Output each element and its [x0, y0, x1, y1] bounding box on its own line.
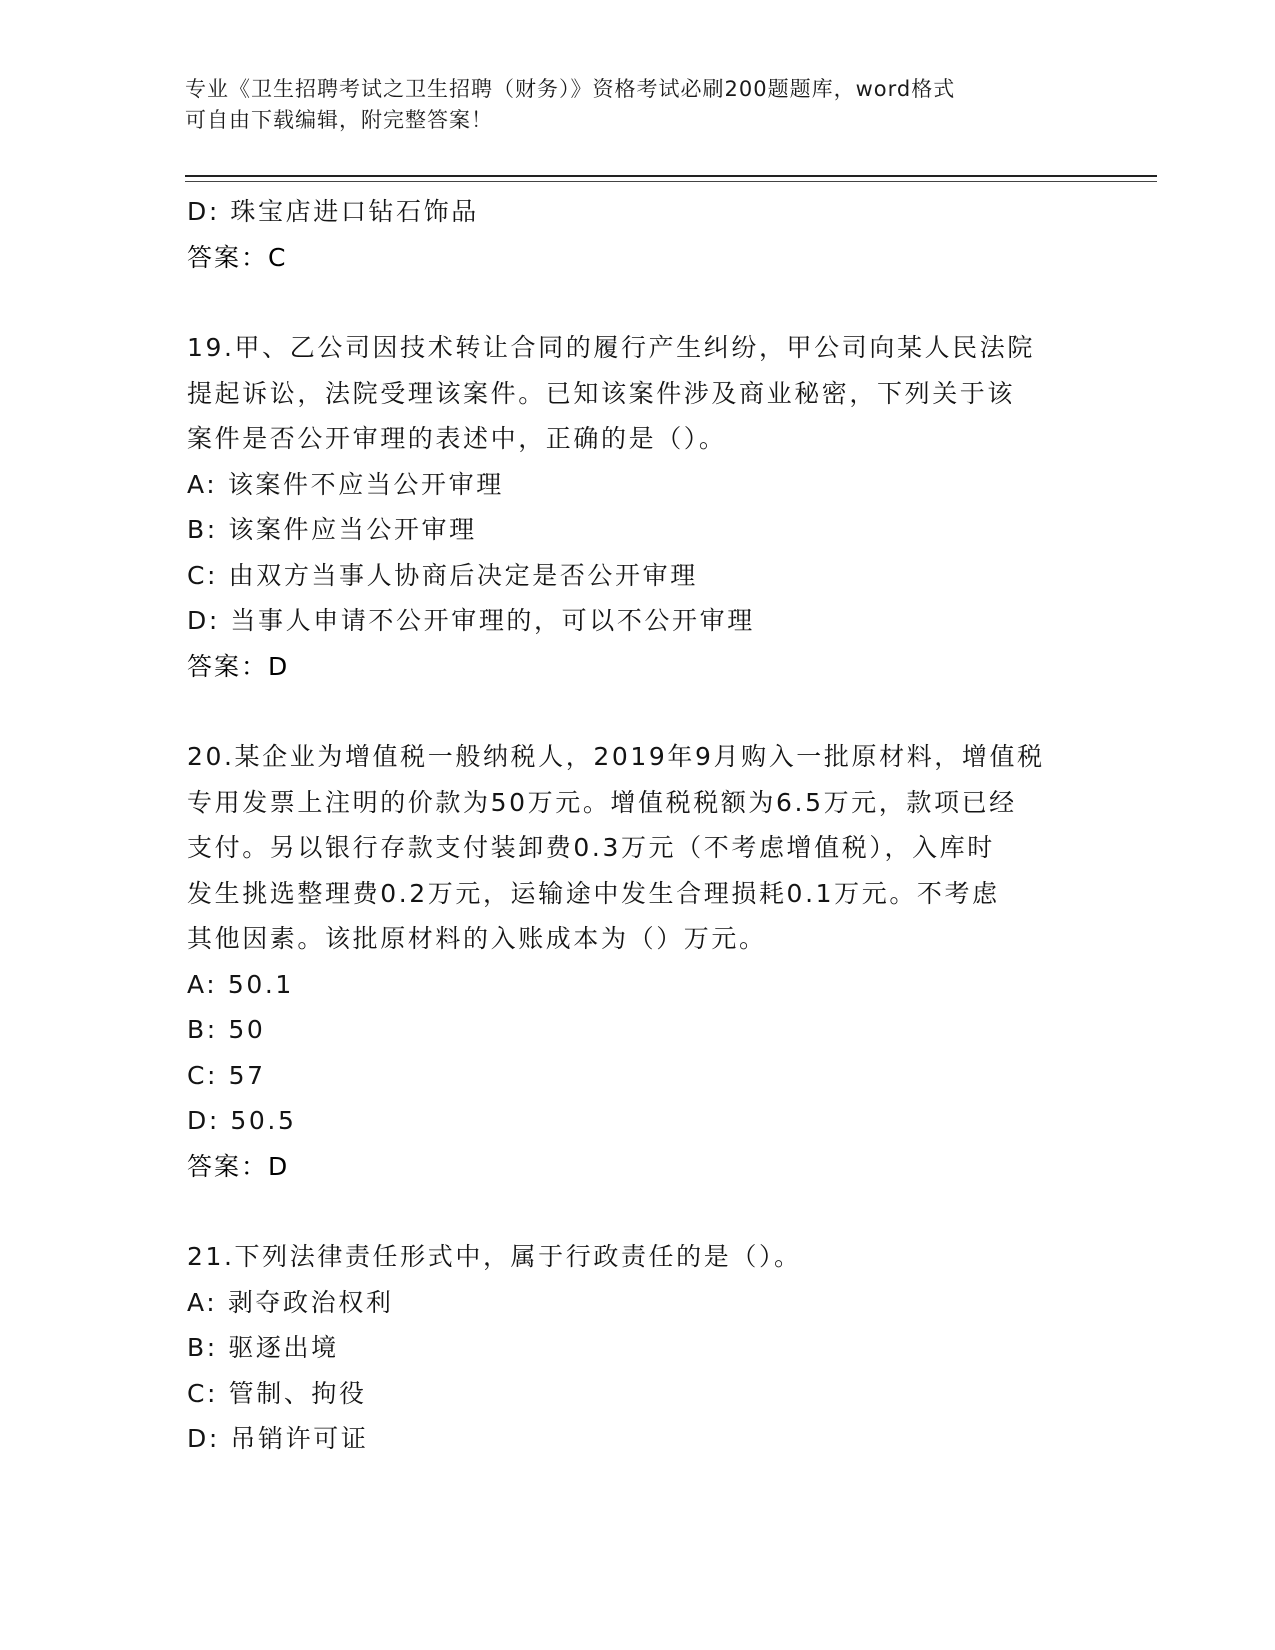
question-21	[187, 1234, 1087, 1462]
spacer	[187, 689, 1087, 734]
question-stem-line: 专用发票上注明的价款为50万元。增值税税额为6.5万元，款项已经	[187, 787, 1017, 817]
previous-question-tail	[187, 189, 1087, 280]
option-c: C: 由双方当事人协商后决定是否公开审理	[187, 560, 698, 590]
option-b: B: 该案件应当公开审理	[187, 515, 477, 544]
answer-line: 答案：D	[187, 1151, 290, 1181]
spacer	[187, 280, 1087, 325]
question-stem-line: 案件是否公开审理的表述中，正确的是（）。	[187, 424, 727, 453]
option-c: C: 57	[187, 1060, 266, 1090]
document-header	[185, 74, 1065, 136]
answer-line: 答案：D	[187, 651, 290, 681]
question-19	[187, 325, 1087, 689]
option-a: A: 该案件不应当公开审理	[187, 469, 504, 499]
option-b: B: 驱逐出境	[187, 1333, 339, 1362]
option-d: D: 珠宝店进口钻石饰品	[187, 197, 479, 226]
option-d: D: 当事人申请不公开审理的，可以不公开审理	[187, 606, 755, 635]
header-divider-thick	[185, 175, 1157, 177]
header-title-line-2: 可自由下载编辑，附完整答案！	[185, 108, 493, 132]
question-content	[187, 189, 1087, 1462]
option-d: D: 吊销许可证	[187, 1424, 369, 1453]
option-a: A: 剥夺政治权利	[187, 1287, 394, 1317]
question-stem-line: 其他因素。该批原材料的入账成本为（）万元。	[187, 924, 767, 953]
answer-line: 答案：C	[187, 242, 288, 272]
question-stem-line: 支付。另以银行存款支付装卸费0.3万元（不考虑增值税），入库时	[187, 833, 995, 862]
header-title-line-1: 专业《卫生招聘考试之卫生招聘（财务）》资格考试必刷200题题库，word格式	[185, 77, 956, 101]
question-stem-line: 提起诉讼，法院受理该案件。已知该案件涉及商业秘密，下列关于该	[187, 378, 1016, 408]
question-stem-line: 19.甲、乙公司因技术转让合同的履行产生纠纷，甲公司向某人民法院	[187, 333, 1035, 362]
question-stem-line: 21.下列法律责任形式中，属于行政责任的是（）。	[187, 1242, 802, 1271]
option-a: A: 50.1	[187, 969, 294, 999]
question-20	[187, 734, 1087, 1189]
question-stem-line: 20.某企业为增值税一般纳税人，2019年9月购入一批原材料，增值税	[187, 742, 1045, 771]
header-divider-thin	[185, 181, 1157, 182]
option-d: D: 50.5	[187, 1106, 297, 1135]
option-c: C: 管制、拘役	[187, 1378, 367, 1408]
spacer	[187, 1189, 1087, 1234]
option-b: B: 50	[187, 1015, 266, 1044]
question-stem-line: 发生挑选整理费0.2万元，运输途中发生合理损耗0.1万元。不考虑	[187, 878, 1000, 908]
